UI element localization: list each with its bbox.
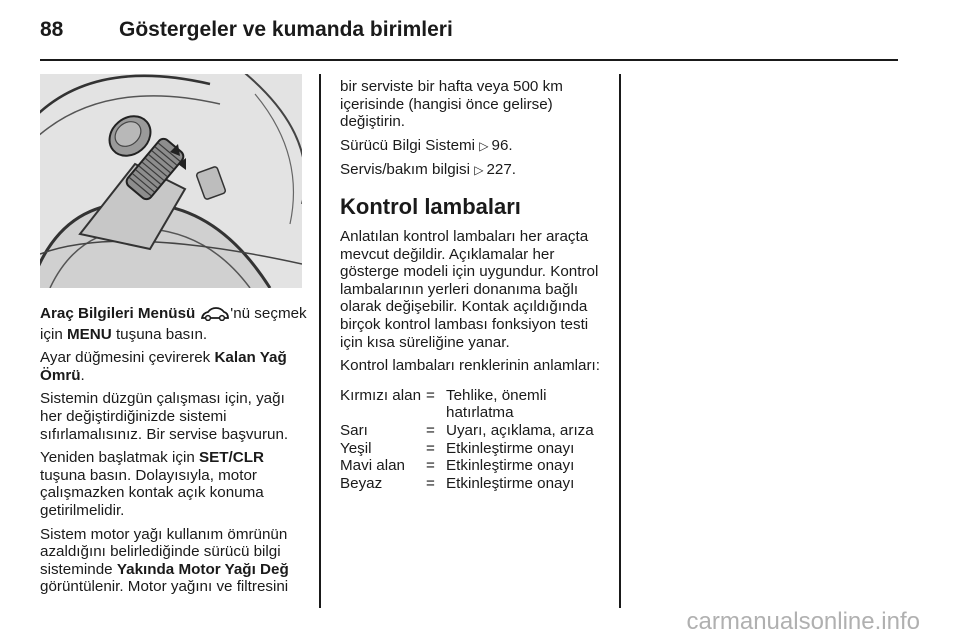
text-segment: . (80, 366, 85, 384)
menu-button-name: MENU (67, 325, 112, 343)
oil-life-label: Kalan Yağ Ömrü (40, 349, 287, 384)
text-segment: Sistem motor yağı kullanım ömrünün azaldığını belirlediğinde sürücü bilgi sisteminde (40, 525, 288, 578)
color-name: Kırmızı alan (340, 386, 422, 404)
paragraph-adjust (40, 349, 308, 384)
color-meaning: Etkinleştirme onayı (446, 474, 575, 492)
page-number: 88 (40, 18, 64, 41)
page-reference-arrow-icon: ▷ (474, 163, 484, 178)
reference-page[interactable]: 227. (486, 161, 517, 179)
text-segment: tuşuna basın. Dolayısıyla, motor çalışmazken kontak açık konuma getirilmelidir. (40, 466, 264, 519)
stalk-illustration (40, 74, 302, 288)
column-divider-left (319, 74, 321, 608)
equals-sign: = (426, 386, 435, 404)
column-divider-right (619, 74, 621, 608)
text-segment: 'nü seçmek için (40, 305, 307, 343)
paragraph-control-lamps: Anlatılan kontrol lambaları her araçta mevcut değildir. Açıklamalar her gösterge modeli için uygundur. Kontrol lambalarının yerleri donanıma bağlı olarak değişebilir. Kontak açıldığında birçok kontrol lambası fonksiyon testi için kısa süreliğine yanar. (340, 227, 599, 351)
color-name: Mavi alan (340, 457, 405, 475)
equals-sign: = (426, 457, 435, 475)
paragraph-restart (40, 449, 308, 519)
page-title: Göstergeler ve kumanda birimleri (119, 18, 453, 41)
table-row (340, 387, 612, 422)
section-title: Kontrol lambaları (340, 193, 521, 219)
color-name: Beyaz (340, 474, 383, 492)
reference-text: Sürücü Bilgi Sistemi (340, 136, 476, 154)
stalk-illustration-drawing (40, 74, 302, 288)
right-column (340, 78, 612, 492)
color-meaning: Tehlike, önemli hatırlatma (446, 386, 547, 422)
car-icon (201, 307, 229, 326)
equals-sign: = (426, 439, 435, 457)
reference-page[interactable]: 96. (491, 136, 513, 154)
table-row (340, 457, 612, 475)
equals-sign: = (426, 474, 435, 492)
equals-sign: = (426, 421, 435, 439)
color-meaning: Etkinleştirme onayı (446, 439, 575, 457)
color-meaning: Etkinleştirme onayı (446, 457, 575, 475)
color-meanings-table (340, 387, 612, 493)
page-reference-arrow-icon: ▷ (479, 138, 489, 153)
color-meaning: Uyarı, açıklama, arıza (446, 421, 594, 439)
reference-driver-info (340, 137, 612, 156)
table-row (340, 475, 612, 493)
color-name: Sarı (340, 421, 368, 439)
color-name: Yeşil (340, 439, 372, 457)
table-row (340, 422, 612, 440)
reference-service-info (340, 161, 612, 180)
paragraph-colors-intro: Kontrol lambaları renklerinin anlamları: (340, 357, 600, 375)
paragraph-reset: Sistemin düzgün çalışması için, yağı her değiştirdiğinizde sistemi sıfırlamalısınız. Bir servise başvurun. (40, 390, 289, 443)
paragraph-oil-warning (40, 526, 308, 596)
paragraph-service: bir serviste bir hafta veya 500 km içerisinde (hangisi önce gelirse) değiştirin. (340, 78, 563, 131)
table-row (340, 440, 612, 458)
oil-change-message: Yakında Motor Yağı Değ (116, 560, 289, 578)
watermark: carmanualsonline.info (686, 608, 920, 635)
text-segment: görüntülenir. Motor yağını ve filtresini (40, 578, 289, 596)
reference-text: Servis/bakım bilgisi (340, 161, 470, 179)
text-segment: Ayar düğmesini çevirerek (40, 349, 215, 367)
text-segment: Yeniden başlatmak için (40, 449, 200, 467)
paragraph-menu (40, 305, 308, 343)
header-divider (40, 59, 898, 61)
text-segment: tuşuna basın. (111, 325, 208, 343)
set-clr-label: SET/CLR (199, 449, 264, 467)
menu-name: Araç Bilgileri Menüsü (40, 305, 196, 322)
left-column (40, 305, 308, 602)
